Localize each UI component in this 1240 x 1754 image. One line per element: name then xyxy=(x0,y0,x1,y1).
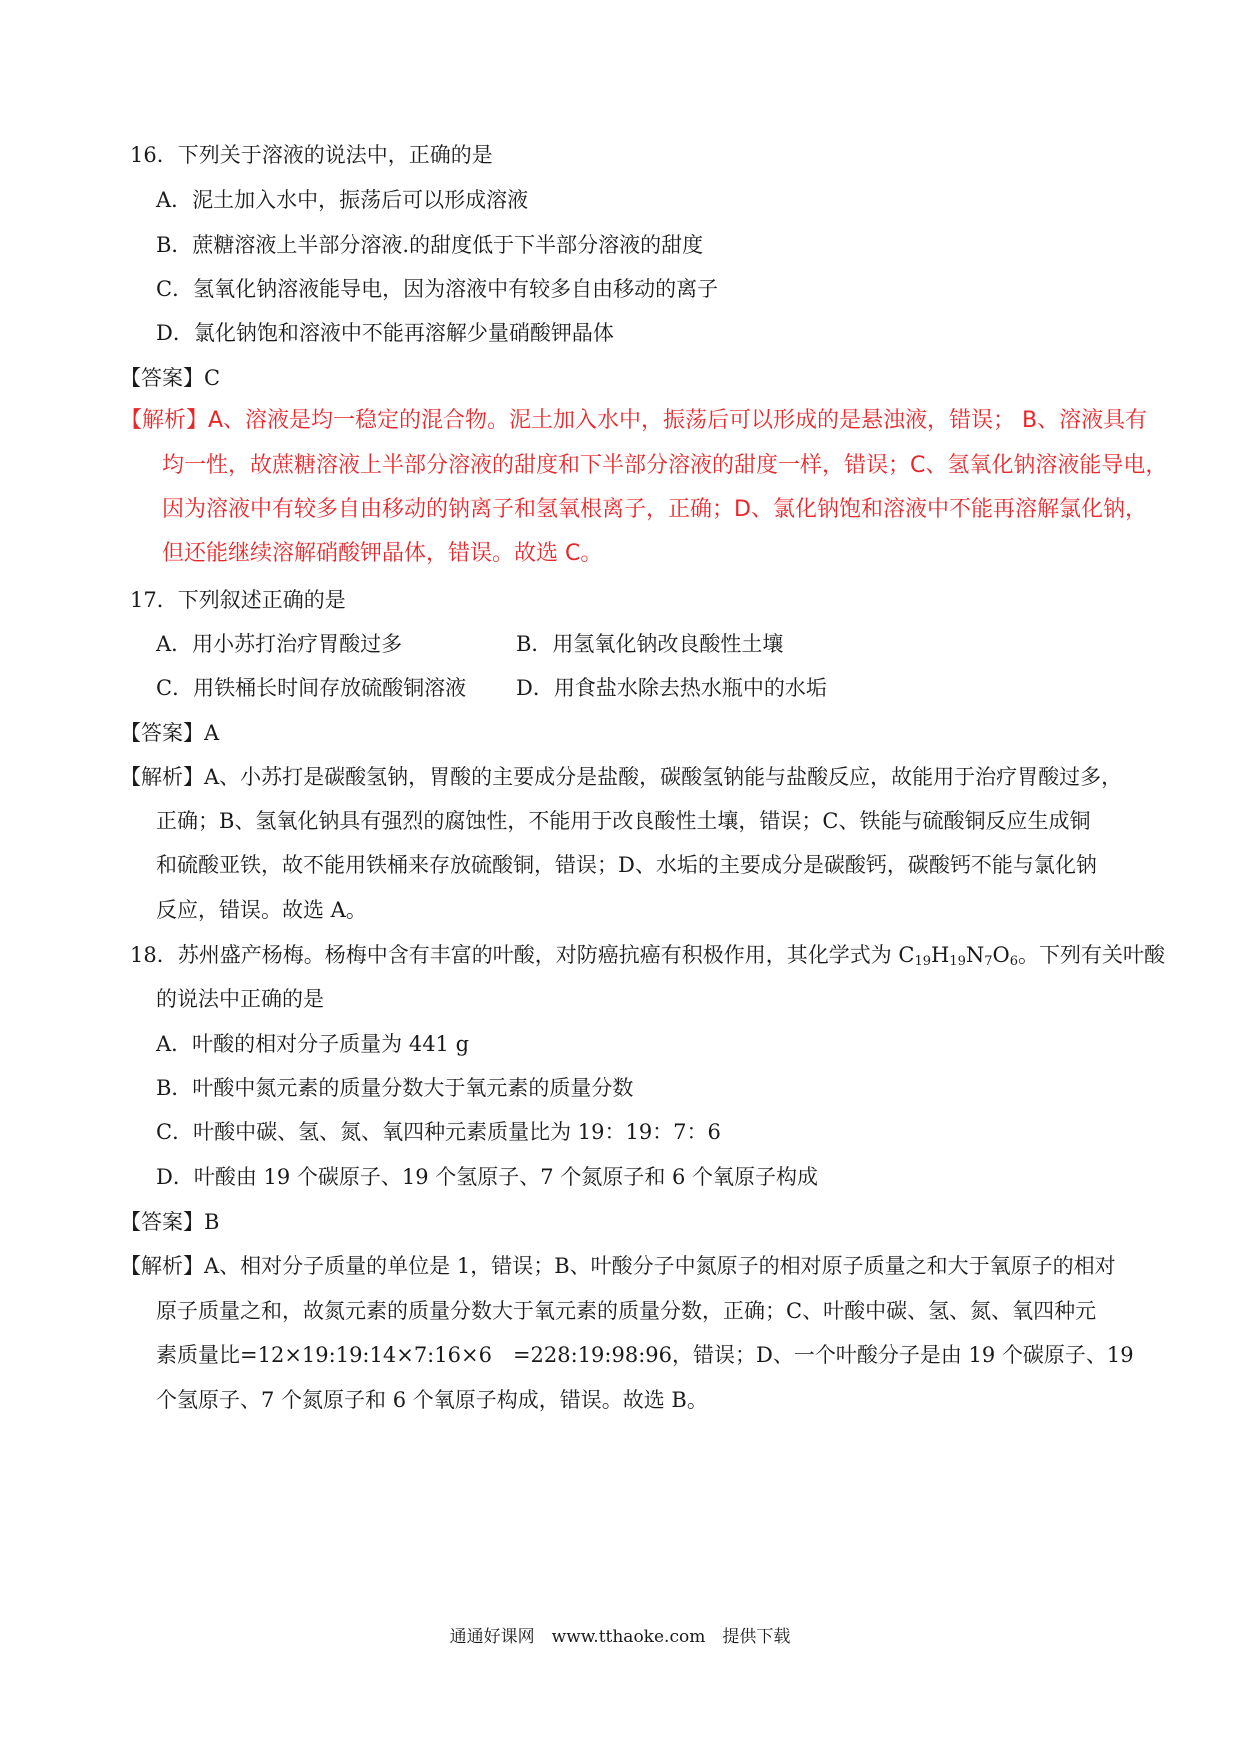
question-16-explanation-line-1: 【解析】A、溶液是均一稳定的混合物。泥土加入水中，振荡后可以形成的是悬浊液，错误； B、溶液具有 xyxy=(120,408,1148,433)
question-16-explanation-line-3: 因为溶液中有较多自由移动的钠离子和氢氧根离子，正确；D、氯化钠饱和溶液中不能再溶解氯化钠， xyxy=(162,497,1147,522)
question-16-explanation-line-2: 均一性，故蔗糖溶液上半部分溶液的甜度和下半部分溶液的甜度一样，错误；C、氢氧化钠溶液能导电， xyxy=(162,453,1168,478)
question-16-explanation-line-4: 但还能继续溶解硝酸钾晶体，错误。故选 C。 xyxy=(162,541,603,566)
formula-subscript-c: 19 xyxy=(914,954,932,969)
question-18-option-b: B．叶酸中氮元素的质量分数大于氧元素的质量分数 xyxy=(156,1076,634,1100)
question-18-stem-line-1 xyxy=(130,940,1165,977)
question-18-option-d: D．叶酸由 19 个碳原子、19 个氢原子、7 个氮原子和 6 个氧原子构成 xyxy=(156,1165,819,1189)
question-18-stem-line-2: 的说法中正确的是 xyxy=(156,987,324,1011)
question-16-option-d: D．氯化钠饱和溶液中不能再溶解少量硝酸钾晶体 xyxy=(156,321,614,345)
formula-element-o: O xyxy=(992,943,1010,967)
question-17-answer: 【答案】A xyxy=(120,721,220,745)
formula-subscript-n: 7 xyxy=(984,954,993,969)
question-16-stem: 16．下列关于溶液的说法中，正确的是 xyxy=(130,143,493,167)
question-17-option-b: B．用氢氧化钠改良酸性土壤 xyxy=(516,632,784,656)
question-16-option-a: A．泥土加入水中，振荡后可以形成溶液 xyxy=(156,188,529,212)
question-16-option-b: B．蔗糖溶液上半部分溶液.的甜度低于下半部分溶液的甜度 xyxy=(156,233,704,257)
question-17-option-a: A．用小苏打治疗胃酸过多 xyxy=(156,632,403,656)
question-18-stem-text: 18．苏州盛产杨梅。杨梅中含有丰富的叶酸，对防癌抗癌有积极作用，其化学式为 C xyxy=(130,943,915,967)
question-18-stem-tail: 。下列有关叶酸 xyxy=(1018,943,1166,967)
formula-element-h: H xyxy=(931,943,950,967)
question-18-option-a: A．叶酸的相对分子质量为 441 g xyxy=(156,1032,470,1056)
question-18-explanation-line-4: 个氢原子、7 个氮原子和 6 个氧原子构成，错误。故选 B。 xyxy=(156,1388,708,1412)
question-17-explanation-line-3: 和硫酸亚铁，故不能用铁桶来存放硫酸铜，错误；D、水垢的主要成分是碳酸钙，碳酸钙不能与氯化钠 xyxy=(156,853,1097,877)
question-16-option-c: C．氢氧化钠溶液能导电，因为溶液中有较多自由移动的离子 xyxy=(156,277,719,301)
question-17-explanation-line-2: 正确；B、氢氧化钠具有强烈的腐蚀性，不能用于改良酸性土壤，错误；C、铁能与硫酸铜反应生成铜 xyxy=(156,809,1091,833)
question-17-stem: 17．下列叙述正确的是 xyxy=(130,588,346,612)
question-17-option-d: D．用食盐水除去热水瓶中的水垢 xyxy=(516,676,827,700)
question-18-explanation-line-3: 素质量比=12×19:19:14×7:16×6 =228:19:98:96，错误；D、一个叶酸分子是由 19 个碳原子、19 xyxy=(156,1343,1134,1367)
question-16-answer: 【答案】C xyxy=(120,366,221,390)
question-17-option-c: C．用铁桶长时间存放硫酸铜溶液 xyxy=(156,676,467,700)
question-18-explanation-line-2: 原子质量之和，故氮元素的质量分数大于氧元素的质量分数，正确；C、叶酸中碳、氢、氮、氧四种元 xyxy=(156,1299,1097,1323)
question-17-explanation-line-4: 反应，错误。故选 A。 xyxy=(156,898,367,922)
question-17-explanation-line-1: 【解析】A、小苏打是碳酸氢钠，胃酸的主要成分是盐酸，碳酸氢钠能与盐酸反应，故能用于治疗胃酸过多， xyxy=(120,765,1123,789)
question-18-explanation-line-1: 【解析】A、相对分子质量的单位是 1，错误；B、叶酸分子中氮原子的相对原子质量之和大于氧原子的相对 xyxy=(120,1254,1116,1278)
formula-subscript-h: 19 xyxy=(949,954,966,969)
formula-element-n: N xyxy=(965,943,985,967)
formula-subscript-o: 6 xyxy=(1009,954,1019,969)
question-18-option-c: C．叶酸中碳、氢、氮、氧四种元素质量比为 19：19：7：6 xyxy=(156,1120,721,1144)
question-18-answer: 【答案】B xyxy=(120,1210,220,1234)
page-footer: 通通好课网 www.tthaoke.com 提供下载 xyxy=(449,1627,791,1647)
